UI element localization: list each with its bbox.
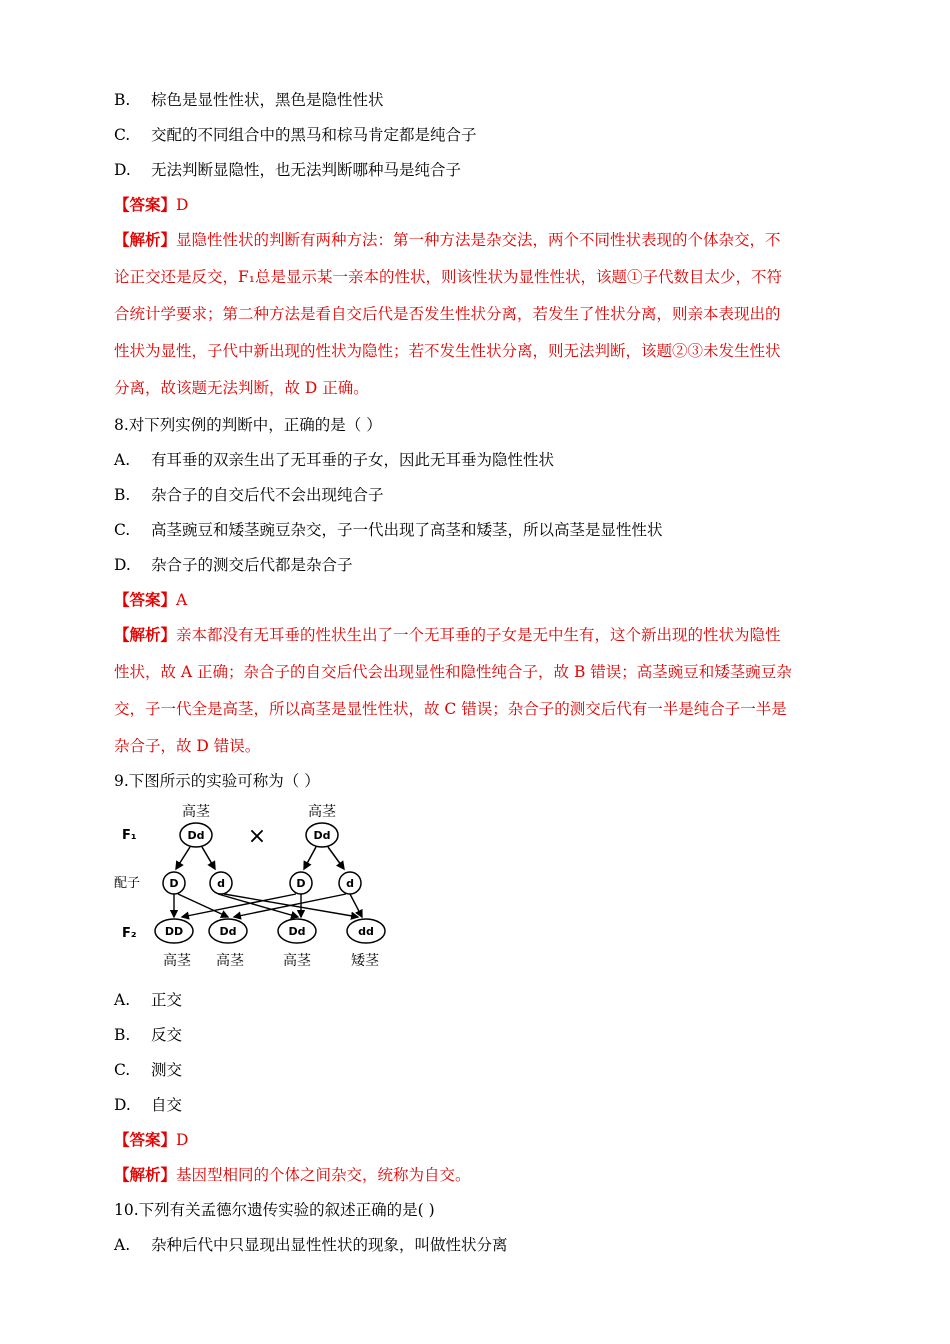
q7-option-b: B. 棕色是显性性状，黑色是隐性性状 xyxy=(114,91,384,109)
cross-symbol: × xyxy=(247,824,267,849)
q9-cross-diagram xyxy=(110,797,400,977)
offspring-4-phenotype: 矮茎 xyxy=(351,953,379,969)
q9-option-c: C. 测交 xyxy=(114,1061,183,1079)
q7-analysis-line-3: 合统计学要求；第二种方法是看自交后代是否发生性状分离，若发生了性状分离，则亲本表现出的 xyxy=(114,305,781,323)
offspring-4-genotype: dd xyxy=(358,925,374,938)
q8-option-d: D. 杂合子的测交后代都是杂合子 xyxy=(114,556,353,574)
gamete-2: d xyxy=(217,877,225,890)
q9-analysis-line-1: 【解析】基因型相同的个体之间杂交，统称为自交。 xyxy=(114,1165,471,1184)
q10-option-a: A. 杂种后代中只显现出显性性状的现象，叫做性状分离 xyxy=(114,1236,508,1254)
offspring-1-genotype: DD xyxy=(164,925,184,938)
q10-stem: 10.下列有关孟德尔遗传实验的叙述正确的是( ) xyxy=(114,1201,435,1219)
gamete-3: D xyxy=(296,877,306,890)
meiosis-arrows xyxy=(176,847,344,869)
offspring-2-phenotype: 高茎 xyxy=(216,953,244,969)
q7-analysis-line-2: 论正交还是反交，F₁总是显示某一亲本的性状，则该性状为显性性状，该题①子代数目太少，不符 xyxy=(114,268,782,286)
parent-1-phenotype: 高茎 xyxy=(182,804,210,820)
q8-analysis-line-4: 杂合子，故 D 错误。 xyxy=(114,737,261,755)
q9-answer: 【答案】D xyxy=(114,1130,189,1149)
q9-option-b: B. 反交 xyxy=(114,1026,183,1044)
parent-1-genotype: Dd xyxy=(187,829,205,842)
q8-stem: 8.对下列实例的判断中，正确的是（ ） xyxy=(114,416,382,434)
offspring-2-genotype: Dd xyxy=(219,925,237,938)
gamete-1: D xyxy=(169,877,179,890)
offspring-1-phenotype: 高茎 xyxy=(163,953,191,969)
offspring-3-genotype: Dd xyxy=(288,925,306,938)
q8-analysis-line-2: 性状，故 A 正确；杂合子的自交后代会出现显性和隐性纯合子，故 B 错误；高茎豌豆和矮茎豌豆杂 xyxy=(114,663,792,681)
q7-answer: 【答案】D xyxy=(114,195,189,214)
fertilization-arrows xyxy=(174,894,362,917)
q8-option-a: A. 有耳垂的双亲生出了无耳垂的子女，因此无耳垂为隐性性状 xyxy=(114,451,555,469)
q7-option-c: C. 交配的不同组合中的黑马和棕马肯定都是纯合子 xyxy=(114,126,477,144)
q8-analysis-line-1: 【解析】亲本都没有无耳垂的性状生出了一个无耳垂的子女是无中生有，这个新出现的性状为隐性 xyxy=(114,625,781,644)
q8-answer: 【答案】A xyxy=(114,590,188,609)
parent-2-phenotype: 高茎 xyxy=(308,804,336,820)
q7-analysis-line-5: 分离，故该题无法判断，故 D 正确。 xyxy=(114,379,369,397)
f2-label: F₂ xyxy=(122,926,137,941)
gamete-label: 配子 xyxy=(114,876,141,891)
q7-option-d: D. 无法判断显隐性，也无法判断哪种马是纯合子 xyxy=(114,161,462,179)
f1-label: F₁ xyxy=(122,828,137,843)
q7-analysis-line-1: 【解析】显隐性性状的判断有两种方法：第一种方法是杂交法，两个不同性状表现的个体杂交，不 xyxy=(114,230,781,249)
gamete-4: d xyxy=(346,877,354,890)
q8-option-c: C. 高茎豌豆和矮茎豌豆杂交，子一代出现了高茎和矮茎，所以高茎是显性性状 xyxy=(114,521,663,539)
q7-analysis-line-4: 性状为显性，子代中新出现的性状为隐性；若不发生性状分离，则无法判断，该题②③未发生性状 xyxy=(114,342,781,360)
q9-option-d: D. 自交 xyxy=(114,1096,183,1114)
q9-stem: 9.下图所示的实验可称为（ ） xyxy=(114,772,320,790)
offspring-3-phenotype: 高茎 xyxy=(283,953,311,969)
q9-option-a: A. 正交 xyxy=(114,991,183,1009)
parent-2-genotype: Dd xyxy=(313,829,331,842)
q8-analysis-line-3: 交，子一代全是高茎，所以高茎是显性性状，故 C 错误；杂合子的测交后代有一半是纯合子一半是 xyxy=(114,700,787,718)
q8-option-b: B. 杂合子的自交后代不会出现纯合子 xyxy=(114,486,384,504)
